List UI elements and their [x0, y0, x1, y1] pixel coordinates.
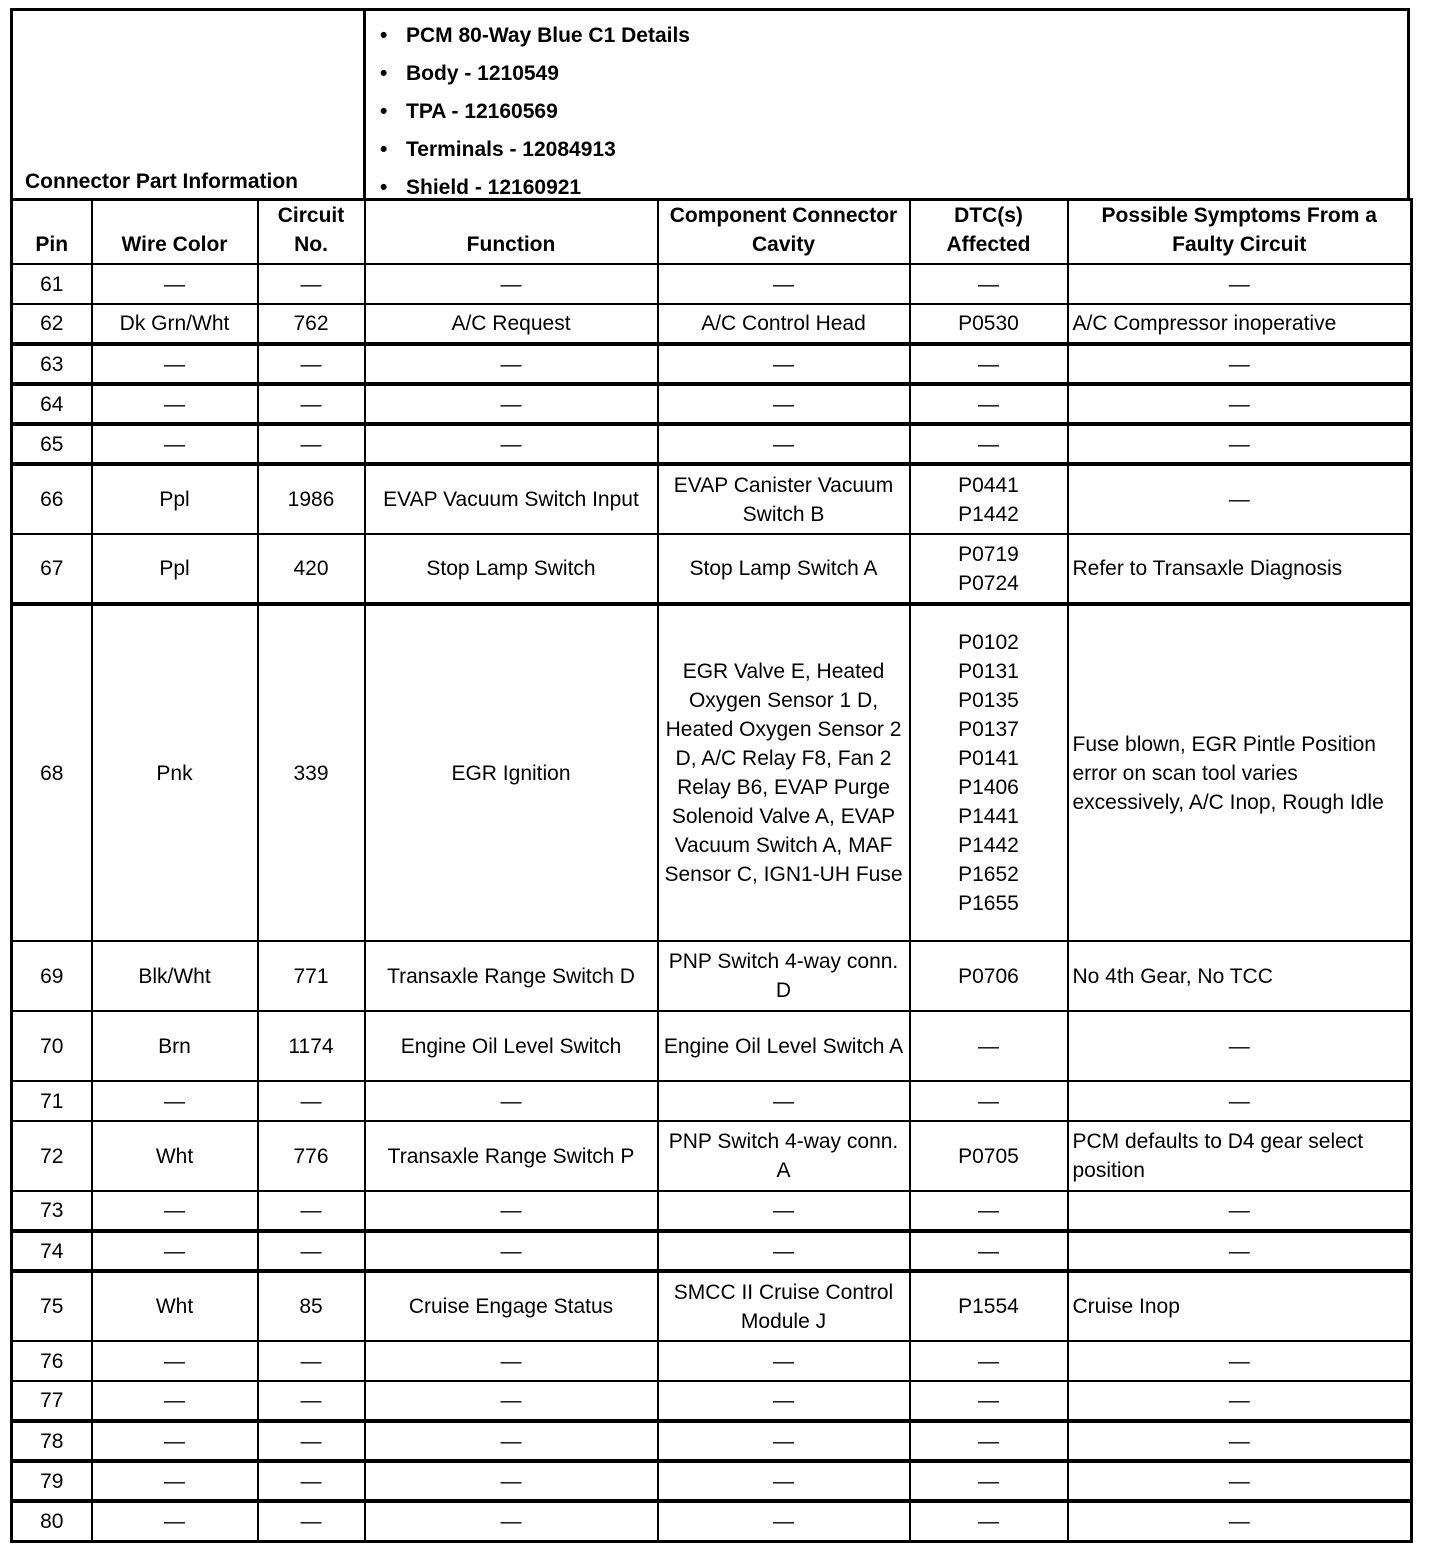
cavity-cell: Stop Lamp Switch A [658, 534, 910, 604]
cavity-cell: — [658, 344, 910, 384]
table-row [12, 1461, 1412, 1501]
symptom-cell: — [1068, 424, 1412, 464]
circuit-cell: 762 [258, 304, 365, 344]
wire-color-cell: Wht [92, 1121, 258, 1191]
circuit-cell: — [258, 424, 365, 464]
pin-table [10, 198, 1413, 1543]
pin-cell: 61 [12, 264, 92, 304]
function-cell: — [365, 1501, 658, 1541]
table-row [12, 1381, 1412, 1421]
pin-cell: 68 [12, 604, 92, 941]
circuit-cell: — [258, 1501, 365, 1541]
circuit-cell: 85 [258, 1271, 365, 1341]
dtc-cell: P0102 P0131 P0135 P0137 P0141 P1406 P1441 P1442 P1652 P1655 [910, 604, 1068, 941]
pin-cell: 72 [12, 1121, 92, 1191]
wire-color-cell: — [92, 1461, 258, 1501]
symptom-cell: — [1068, 344, 1412, 384]
pin-cell: 71 [12, 1081, 92, 1121]
wire-color-cell: — [92, 1421, 258, 1461]
function-cell: — [365, 1081, 658, 1121]
symptom-cell: — [1068, 264, 1412, 304]
dtc-cell: — [910, 424, 1068, 464]
table-row [12, 1501, 1412, 1541]
symptom-cell: — [1068, 1011, 1412, 1081]
pin-cell: 77 [12, 1381, 92, 1421]
cavity-cell: — [658, 1461, 910, 1501]
cavity-cell: — [658, 1381, 910, 1421]
pin-cell: 78 [12, 1421, 92, 1461]
function-cell: Engine Oil Level Switch [365, 1011, 658, 1081]
symptom-cell: — [1068, 1381, 1412, 1421]
cavity-cell: — [658, 1191, 910, 1231]
table-row [12, 604, 1412, 941]
dtc-cell: P0441 P1442 [910, 464, 1068, 534]
col-header-pin: Pin [12, 200, 92, 265]
cavity-cell: — [658, 264, 910, 304]
circuit-cell: 771 [258, 941, 365, 1011]
col-header-symptoms: Possible Symptoms From a Faulty Circuit [1068, 200, 1412, 265]
symptom-cell: — [1068, 384, 1412, 424]
connector-header [10, 8, 1410, 198]
pin-cell: 63 [12, 344, 92, 384]
table-row [12, 1121, 1412, 1191]
col-header-wire-color: Wire Color [92, 200, 258, 265]
dtc-cell: P0530 [910, 304, 1068, 344]
symptom-cell: — [1068, 464, 1412, 534]
connector-details-cell [366, 11, 1407, 198]
symptom-cell: Refer to Transaxle Diagnosis [1068, 534, 1412, 604]
circuit-cell: 776 [258, 1121, 365, 1191]
detail-item: • Body - 1210549 [406, 55, 1407, 93]
symptom-cell: — [1068, 1461, 1412, 1501]
wire-color-cell: — [92, 1081, 258, 1121]
symptom-cell: A/C Compressor inoperative [1068, 304, 1412, 344]
function-cell: — [365, 1381, 658, 1421]
table-row [12, 1011, 1412, 1081]
symptom-cell: — [1068, 1231, 1412, 1271]
col-header-circuit-no: Circuit No. [258, 200, 365, 265]
cavity-cell: — [658, 424, 910, 464]
wire-color-cell: Wht [92, 1271, 258, 1341]
wire-color-cell: — [92, 1231, 258, 1271]
circuit-cell: — [258, 1191, 365, 1231]
table-row [12, 264, 1412, 304]
detail-item: • PCM 80-Way Blue C1 Details [406, 17, 1407, 55]
cavity-cell: SMCC II Cruise Control Module J [658, 1271, 910, 1341]
function-cell: — [365, 344, 658, 384]
cavity-cell: — [658, 1081, 910, 1121]
connector-part-info-label: Connector Part Information [25, 170, 299, 193]
table-row [12, 1421, 1412, 1461]
function-cell: Transaxle Range Switch D [365, 941, 658, 1011]
dtc-cell: — [910, 1191, 1068, 1231]
wire-color-cell: — [92, 264, 258, 304]
circuit-cell: — [258, 344, 365, 384]
cavity-cell: — [658, 384, 910, 424]
connector-table-sheet [10, 8, 1410, 1554]
col-header-function: Function [365, 200, 658, 265]
wire-color-cell: — [92, 1381, 258, 1421]
symptom-cell: No 4th Gear, No TCC [1068, 941, 1412, 1011]
dtc-cell: P0706 [910, 941, 1068, 1011]
table-header-row [12, 200, 1412, 265]
dtc-cell: — [910, 344, 1068, 384]
function-cell: — [365, 424, 658, 464]
function-cell: A/C Request [365, 304, 658, 344]
symptom-cell: PCM defaults to D4 gear select position [1068, 1121, 1412, 1191]
dtc-cell: — [910, 1461, 1068, 1501]
cavity-cell: EVAP Canister Vacuum Switch B [658, 464, 910, 534]
wire-color-cell: Brn [92, 1011, 258, 1081]
function-cell: — [365, 1231, 658, 1271]
wire-color-cell: Ppl [92, 464, 258, 534]
pin-cell: 79 [12, 1461, 92, 1501]
table-row [12, 1341, 1412, 1381]
detail-item: • TPA - 12160569 [406, 93, 1407, 131]
table-row [12, 1231, 1412, 1271]
dtc-cell: — [910, 1231, 1068, 1271]
function-cell: EGR Ignition [365, 604, 658, 941]
wire-color-cell: — [92, 344, 258, 384]
dtc-cell: P0705 [910, 1121, 1068, 1191]
cavity-cell: Engine Oil Level Switch A [658, 1011, 910, 1081]
wire-color-cell: — [92, 1501, 258, 1541]
dtc-cell: — [910, 1081, 1068, 1121]
dtc-cell: — [910, 1421, 1068, 1461]
connector-part-info-cell [13, 11, 366, 198]
pin-cell: 80 [12, 1501, 92, 1541]
circuit-cell: — [258, 264, 365, 304]
table-row [12, 464, 1412, 534]
dtc-cell: — [910, 264, 1068, 304]
function-cell: Stop Lamp Switch [365, 534, 658, 604]
table-row [12, 1271, 1412, 1341]
pin-cell: 74 [12, 1231, 92, 1271]
pin-cell: 65 [12, 424, 92, 464]
cavity-cell: — [658, 1231, 910, 1271]
symptom-cell: — [1068, 1081, 1412, 1121]
detail-item: • Shield - 12160921 [406, 169, 1407, 207]
pin-cell: 76 [12, 1341, 92, 1381]
circuit-cell: 339 [258, 604, 365, 941]
pin-cell: 67 [12, 534, 92, 604]
circuit-cell: — [258, 1081, 365, 1121]
table-row [12, 424, 1412, 464]
dtc-cell: — [910, 1381, 1068, 1421]
symptom-cell: — [1068, 1421, 1412, 1461]
pin-cell: 75 [12, 1271, 92, 1341]
wire-color-cell: Dk Grn/Wht [92, 304, 258, 344]
pin-cell: 62 [12, 304, 92, 344]
cavity-cell: — [658, 1501, 910, 1541]
symptom-cell: — [1068, 1191, 1412, 1231]
circuit-cell: — [258, 1231, 365, 1271]
col-header-dtcs: DTC(s) Affected [910, 200, 1068, 265]
table-row [12, 304, 1412, 344]
wire-color-cell: Pnk [92, 604, 258, 941]
circuit-cell: — [258, 1421, 365, 1461]
dtc-cell: P1554 [910, 1271, 1068, 1341]
table-row [12, 344, 1412, 384]
cavity-cell: — [658, 1421, 910, 1461]
function-cell: Cruise Engage Status [365, 1271, 658, 1341]
table-row [12, 1081, 1412, 1121]
cavity-cell: A/C Control Head [658, 304, 910, 344]
function-cell: — [365, 1421, 658, 1461]
circuit-cell: — [258, 384, 365, 424]
table-row [12, 941, 1412, 1011]
wire-color-cell: — [92, 1341, 258, 1381]
circuit-cell: 1174 [258, 1011, 365, 1081]
circuit-cell: — [258, 1381, 365, 1421]
dtc-cell: — [910, 384, 1068, 424]
function-cell: — [365, 264, 658, 304]
dtc-cell: P0719 P0724 [910, 534, 1068, 604]
cavity-cell: EGR Valve E, Heated Oxygen Sensor 1 D, Heated Oxygen Sensor 2 D, A/C Relay F8, Fan 2 Relay B6, EVAP Purge Solenoid Valve A, EVAP Vacuum Switch A, MAF Sensor C, IGN1-UH Fuse [658, 604, 910, 941]
detail-item: • Terminals - 12084913 [406, 131, 1407, 169]
wire-color-cell: — [92, 424, 258, 464]
dtc-cell: — [910, 1501, 1068, 1541]
symptom-cell: Cruise Inop [1068, 1271, 1412, 1341]
table-row [12, 1191, 1412, 1231]
wire-color-cell: Blk/Wht [92, 941, 258, 1011]
pin-cell: 69 [12, 941, 92, 1011]
connector-details-list [366, 11, 1407, 207]
pin-cell: 73 [12, 1191, 92, 1231]
wire-color-cell: — [92, 1191, 258, 1231]
circuit-cell: — [258, 1461, 365, 1501]
function-cell: — [365, 384, 658, 424]
wire-color-cell: — [92, 384, 258, 424]
cavity-cell: — [658, 1341, 910, 1381]
symptom-cell: — [1068, 1501, 1412, 1541]
cavity-cell: PNP Switch 4-way conn. A [658, 1121, 910, 1191]
pin-cell: 66 [12, 464, 92, 534]
table-row [12, 534, 1412, 604]
col-header-component-cavity: Component Connector Cavity [658, 200, 910, 265]
table-row [12, 384, 1412, 424]
pin-cell: 70 [12, 1011, 92, 1081]
cavity-cell: PNP Switch 4-way conn. D [658, 941, 910, 1011]
circuit-cell: 1986 [258, 464, 365, 534]
dtc-cell: — [910, 1011, 1068, 1081]
function-cell: — [365, 1461, 658, 1501]
wire-color-cell: Ppl [92, 534, 258, 604]
function-cell: — [365, 1341, 658, 1381]
circuit-cell: — [258, 1341, 365, 1381]
circuit-cell: 420 [258, 534, 365, 604]
function-cell: — [365, 1191, 658, 1231]
function-cell: EVAP Vacuum Switch Input [365, 464, 658, 534]
function-cell: Transaxle Range Switch P [365, 1121, 658, 1191]
symptom-cell: Fuse blown, EGR Pintle Position error on scan tool varies excessively, A/C Inop, Rough Idle [1068, 604, 1412, 941]
dtc-cell: — [910, 1341, 1068, 1381]
symptom-cell: — [1068, 1341, 1412, 1381]
pin-cell: 64 [12, 384, 92, 424]
